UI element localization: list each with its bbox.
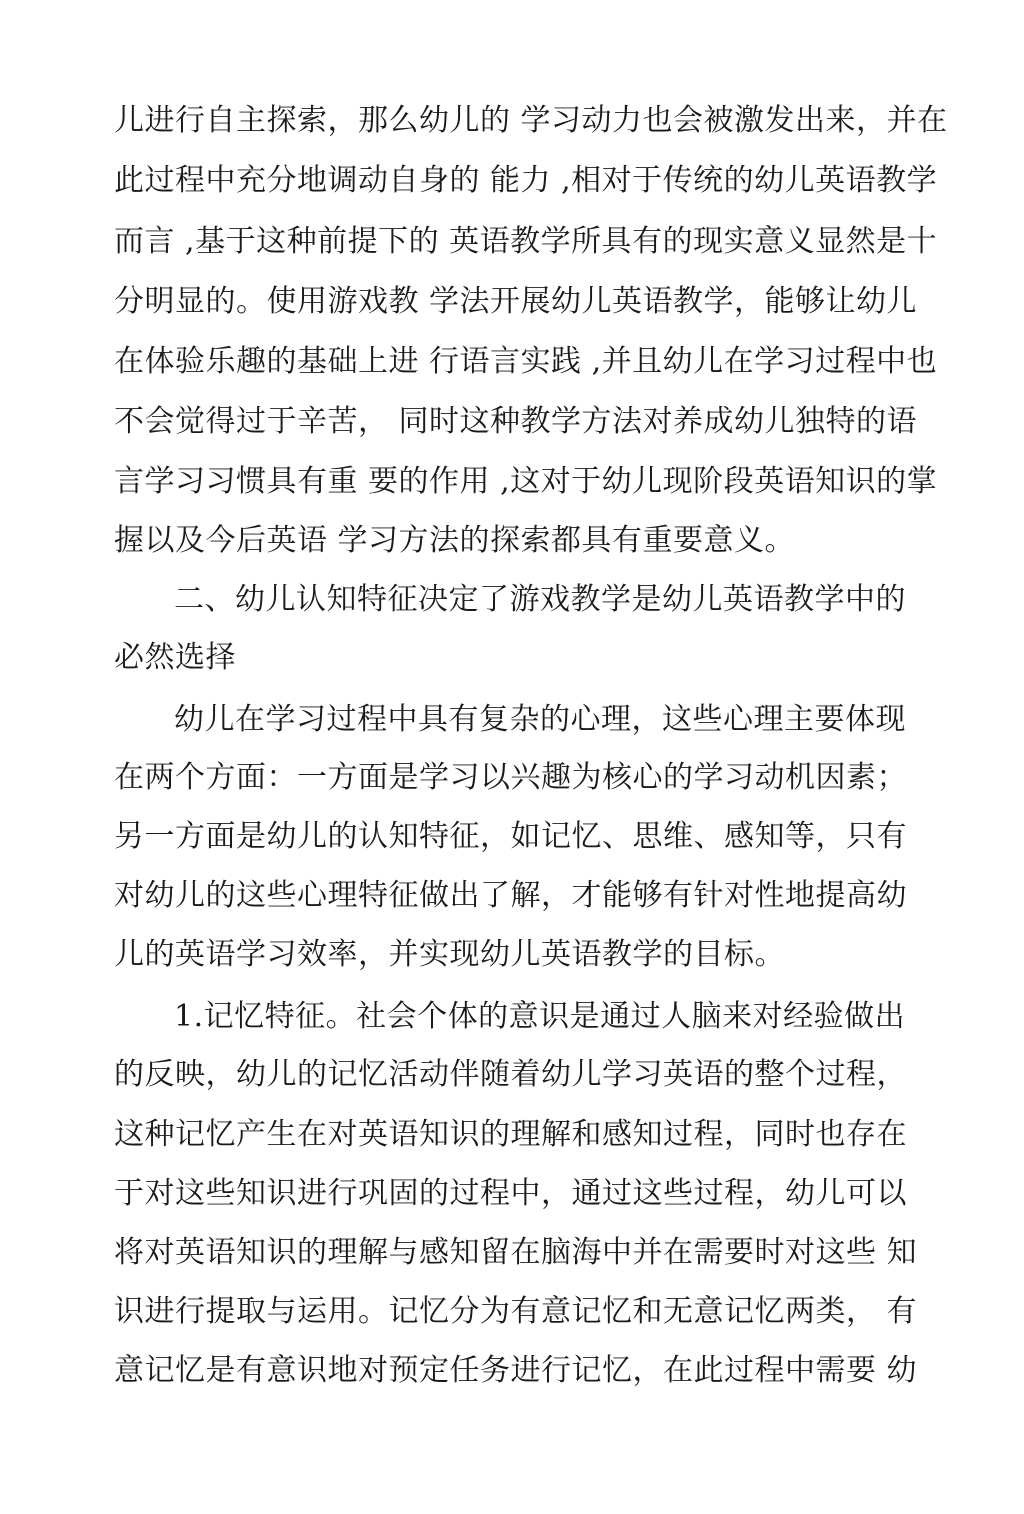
text-line: 将对英语知识的理解与感知留在脑海中并在需要时对这些 知 [114, 1235, 918, 1270]
text-line: 意记忆是有意识地对预定任务进行记忆，在此过程中需要 幼 [114, 1353, 918, 1388]
section-heading: 二、幼儿认知特征决定了游戏教学是幼儿英语教学中的 [174, 582, 906, 617]
text-line: 1.记忆特征。社会个体的意识是通过人脑来对经验做出 [174, 999, 906, 1034]
section-heading-continued: 必然选择 [114, 640, 236, 675]
text-line: 而言 ,基于这种前提下的 英语教学所具有的现实意义显然是十 [114, 224, 938, 259]
text-line: 握以及今后英语 学习方法的探索都具有重要意义。 [114, 523, 796, 558]
text-line: 言学习习惯具有重 要的作用 ,这对于幼儿现阶段英语知识的掌 [114, 464, 938, 499]
text-line: 另一方面是幼儿的认知特征，如记忆、思维、感知等，只有 [114, 819, 907, 854]
text-line: 在体验乐趣的基础上进 行语言实践 ,并且幼儿在学习过程中也 [114, 344, 938, 379]
text-line: 于对这些知识进行巩固的过程中，通过这些过程，幼儿可以 [114, 1176, 907, 1211]
text-line: 分明显的。使用游戏教 学法开展幼儿英语教学，能够让幼儿 [114, 284, 918, 319]
text-line: 不会觉得过于辛苦， 同时这种教学方法对养成幼儿独特的语 [114, 404, 918, 439]
text-line: 在两个方面：一方面是学习以兴趣为核心的学习动机因素； [114, 760, 907, 795]
text-line: 对幼儿的这些心理特征做出了解，才能够有针对性地提高幼 [114, 878, 907, 913]
text-line: 儿进行自主探索，那么幼儿的 学习动力也会被激发出来，并在 [114, 103, 948, 138]
text-line: 此过程中充分地调动自身的 能力 ,相对于传统的幼儿英语教学 [114, 163, 938, 198]
text-line: 识进行提取与运用。记忆分为有意记忆和无意记忆两类， 有 [114, 1294, 918, 1329]
text-line: 这种记忆产生在对英语知识的理解和感知过程，同时也存在 [114, 1117, 907, 1152]
text-line: 的反映，幼儿的记忆活动伴随着幼儿学习英语的整个过程， [114, 1057, 907, 1092]
text-line: 儿的英语学习效率，并实现幼儿英语教学的目标。 [114, 937, 785, 972]
text-line: 幼儿在学习过程中具有复杂的心理，这些心理主要体现 [174, 702, 906, 737]
